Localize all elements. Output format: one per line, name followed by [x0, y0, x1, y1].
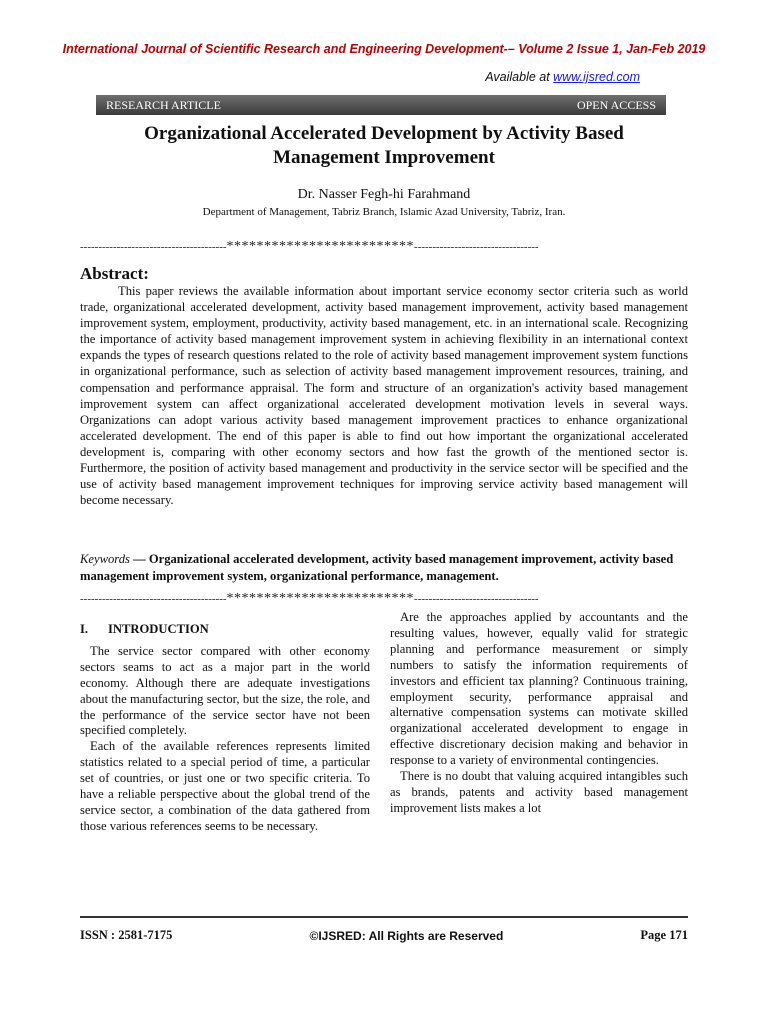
introduction-heading [80, 622, 370, 638]
keywords-dash: — [129, 552, 149, 566]
article-type-banner [96, 95, 666, 115]
footer-issn: ISSN : 2581-7175 [80, 928, 173, 942]
abstract-body: This paper reviews the available information about important service economy sector criteria such as world trade, organizational accelerated development, activity based management improvement, activity based management improvement system, employment, productivity, activity based management, etc. in an international scale. Recognizing the importance of activity based management improvement system in achieving flexibility in an international context expands the types of research questions related to the role of activity based management improvement system functions in organizational performance, such as selection of activity based management improvement resources, training, and compensation and performance appraisal. The form and structure of an organization's activity based management improvement system can affect organizational accelerated development motivation levels in several ways. Organizations can adopt various activity based management improvement practices to enhance organizational accelerated development. The end of this paper is able to find out how important the organizational accelerated development is, comparing with other economy sectors and how fast the growth of the mentioned sector is. Furthermore, the position of activity based management and productivity in the service sector will be specified and the use of activity based management improvement techniques for improving service activity based management will become necessary. [80, 284, 688, 508]
keywords-block [80, 551, 688, 584]
left-column [80, 622, 370, 835]
author-affiliation: Department of Management, Tabriz Branch, Islamic Azad University, Tabriz, Iran. [202, 206, 566, 218]
section-divider-top [80, 240, 688, 254]
banner-research-article: RESEARCH ARTICLE [106, 98, 221, 112]
title-line-1: Organizational Accelerated Development by Activity Based [144, 123, 624, 144]
journal-header: International Journal of Scientific Research and Engineering Development-– Volume 2 Issue 1, Jan-Feb 2019 [62, 42, 706, 56]
page-footer [80, 928, 688, 943]
keywords-label: Keywords [80, 552, 130, 566]
banner-open-access: OPEN ACCESS [576, 98, 656, 112]
right-paragraph-2: There is no doubt that valuing acquired intangibles such as brands, patents and activity based management improvement lists makes a lot [390, 769, 688, 815]
section-divider-bottom [80, 592, 688, 606]
author-name: Dr. Nasser Fegh-hi Farahmand [297, 187, 471, 202]
intro-paragraph-2: Each of the available references represents limited statistics related to a special period of time, a particular set of countries, or just one or two specific criteria. To have a reliable perspective about the global trend of the service sector, a combination of the data gathered from those various references seems to be necessary. [80, 739, 370, 833]
divider-dashes-left: ---------------------------------------- [80, 593, 227, 605]
divider-stars: ************************* [226, 592, 415, 606]
right-paragraph-1: Are the approaches applied by accountants and the resulting values, however, equally valid for strategic planning and performance measurement or simply numbers to satisfy the information requirements of investors and efficient tax planning? Continuous training, employment security, performance appraisal and alternative compensation systems can motivate skilled organizational accelerated development to engage in effective discretionary decision making and behavior in response to a variety of environmental contingencies. [390, 610, 688, 768]
right-column [390, 610, 688, 817]
divider-dashes-left: ---------------------------------------- [80, 241, 227, 253]
footer-rule [80, 916, 688, 918]
abstract-heading: Abstract: [80, 264, 149, 283]
keywords-text: Organizational accelerated development, activity based management improvement, activity based management improvement system, organizational performance, management. [80, 552, 674, 583]
divider-dashes-right: ---------------------------------- [414, 241, 539, 253]
title-line-2: Management Improvement [273, 147, 495, 168]
section-number: I. [80, 622, 89, 636]
journal-website-link[interactable]: www.ijsred.com [553, 70, 640, 84]
footer-page-number: Page 171 [640, 928, 688, 942]
availability-line [485, 70, 640, 84]
paper-title [60, 122, 708, 170]
divider-dashes-right: ---------------------------------- [414, 593, 539, 605]
divider-stars: ************************* [226, 240, 415, 254]
footer-rights: ©IJSRED: All Rights are Reserved [309, 928, 504, 943]
intro-paragraph-1: The service sector compared with other economy sectors seams to act as a major part in the world economy. Although there are adequate investigations about the manufacturing sector, but the size, the role, and the performance of the service sector have not been specified completely. [80, 643, 370, 738]
available-prefix: Available at [485, 70, 554, 84]
section-title: INTRODUCTION [108, 622, 209, 636]
